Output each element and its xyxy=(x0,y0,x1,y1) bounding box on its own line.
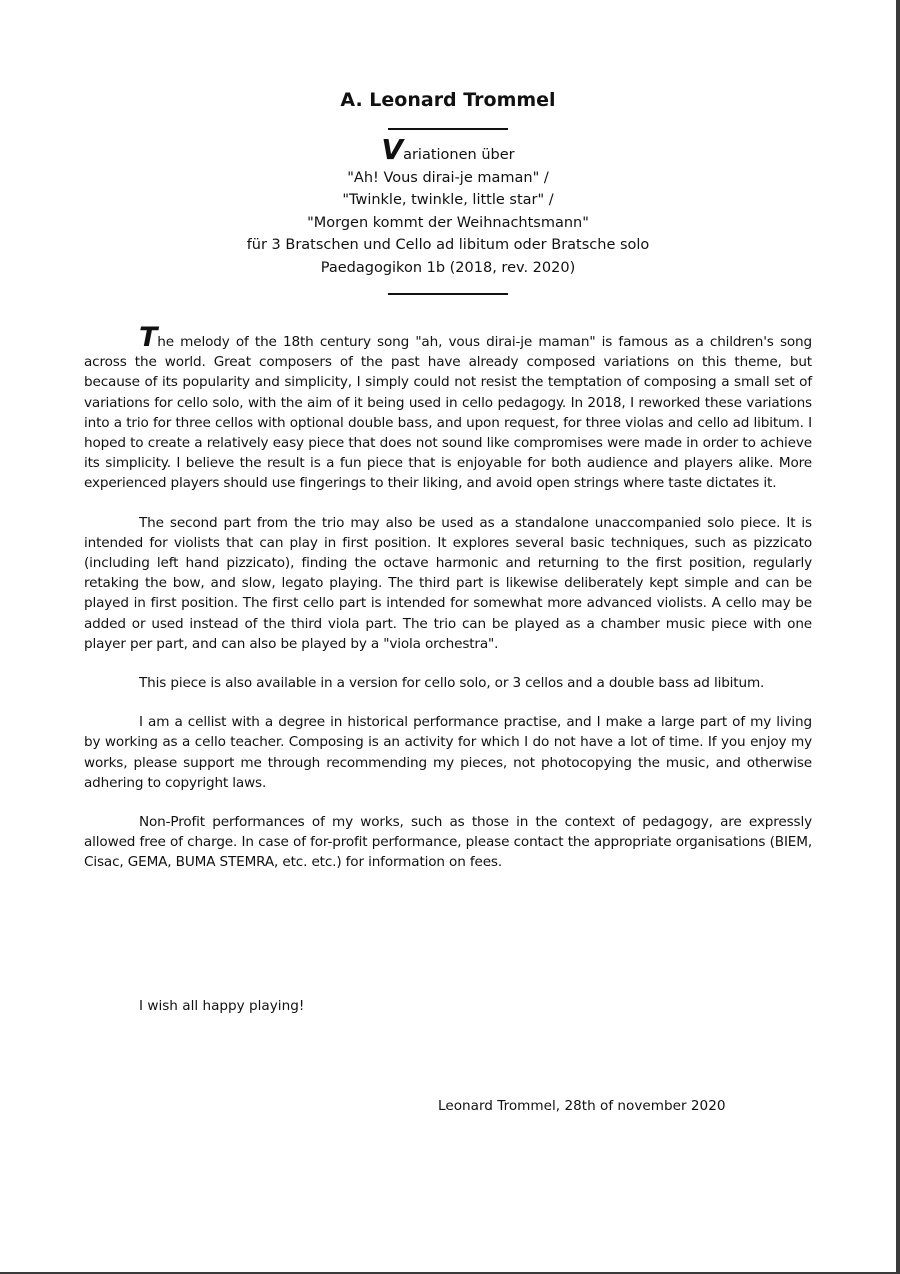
paragraph xyxy=(84,322,812,494)
drop-cap: T xyxy=(139,322,158,353)
subtitle-line: "Ah! Vous dirai-je maman" / xyxy=(347,169,549,186)
title-block xyxy=(0,86,896,295)
preface-text xyxy=(84,322,812,892)
work-title xyxy=(0,133,896,167)
title-rest: ariationen über xyxy=(403,147,515,163)
paragraph: The second part from the trio may also be used as a standalone unaccompanied solo piece. It is intended for violists that can play in first position. It explores several basic techniques, such as pizzicato (including left hand pizzicato), finding the octave harmonic and returning to the first position, regularly retaking the bow, and slow, legato playing. The third part is likewise deliberately kept simple and can be played in first position. The first cello part is intended for somewhat more advanced violists. A cello may be added or used instead of the third viola part. The trio can be played as a chamber music piece with one player per part, and can also be played by a "viola orchestra". xyxy=(84,514,812,652)
signature-line: Leonard Trommel, 28th of november 2020 xyxy=(438,1098,726,1114)
paragraph: I am a cellist with a degree in historical performance practise, and I make a large part of my living by working as a cello teacher. Composing is an activity for which I do not have a lot of time. If you enjoy my works, please support me through recommending my pieces, not photocopying the music, and otherwise adhering to copyright laws. xyxy=(84,714,812,791)
subtitle-line: "Morgen kommt der Weihnachtsmann" xyxy=(307,214,589,231)
paragraph-text: he melody of the 18th century song "ah, vous dirai-je maman" is famous as a children's song across the world. Great composers of the past have already composed variations on this theme, but because of its popularity and simplicity, I simply could not resist the temptation of composing a small set of variations for cello solo, with the aim of it being used in cello pedagogy. In 2018, I reworked these variations into a trio for three cellos with optional double bass, and upon request, for three violas and cello ad libitum. I hoped to create a relatively easy piece that does not sound like compromises were made in order to achieve its simplicity. I believe the result is a fun piece that is enjoyable for both audience and players alike. More experienced players should use fingerings to their liking, and avoid open strings where taste dictates it. xyxy=(84,334,812,492)
closing-line: I wish all happy playing! xyxy=(139,998,305,1014)
paragraph: Non-Profit performances of my works, such as those in the context of pedagogy, are expressly allowed free of charge. In case of for-profit performance, please contact the appropriate organisations (BIEM, Cisac, GEMA, BUMA STEMRA, etc. etc.) for information on fees. xyxy=(84,814,812,871)
title-initial: V xyxy=(381,133,404,166)
paragraph: This piece is also available in a version for cello solo, or 3 cellos and a double bass ad libitum. xyxy=(139,675,765,692)
instrumentation-line: für 3 Bratschen und Cello ad libitum oder Bratsche solo xyxy=(246,237,650,253)
catalog-line: Paedagogikon 1b (2018, rev. 2020) xyxy=(320,259,576,276)
title-divider-top xyxy=(388,128,508,130)
subtitle-line: "Twinkle, twinkle, little star" / xyxy=(342,192,554,208)
title-divider-bottom xyxy=(388,293,508,295)
author-name: A. Leonard Trommel xyxy=(340,89,556,111)
